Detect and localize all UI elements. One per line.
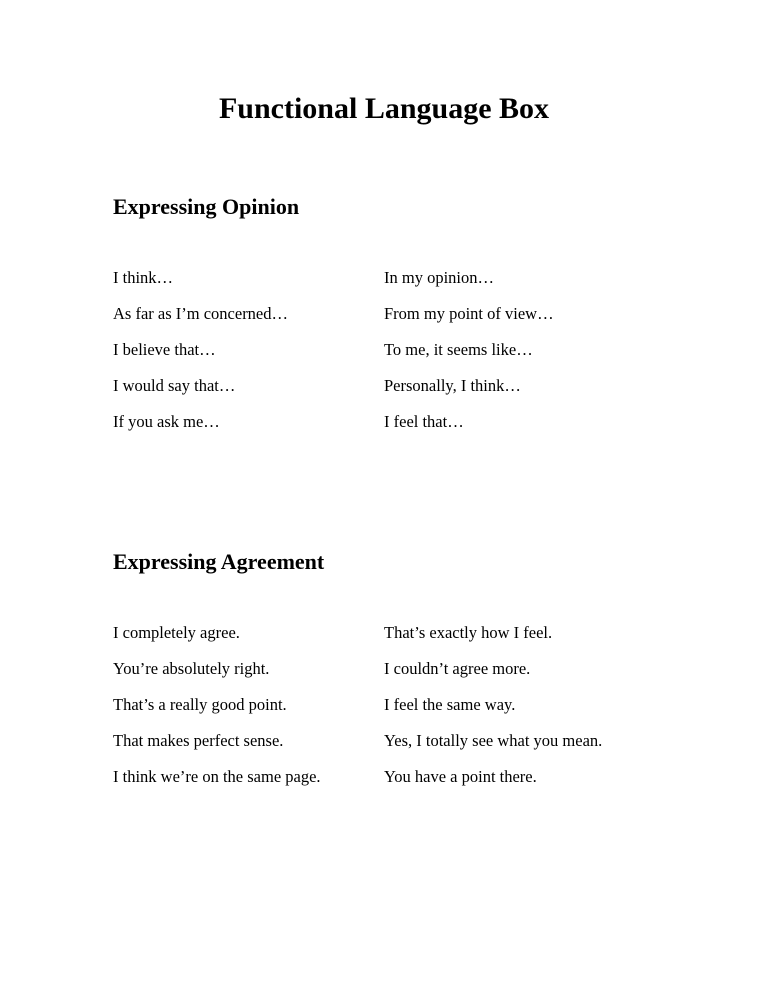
- phrase-row: [113, 375, 673, 411]
- phrase-right: You have a point there.: [384, 767, 537, 786]
- section-heading-opinion: Expressing Opinion: [113, 194, 300, 219]
- opinion-phrase-grid: [113, 267, 673, 447]
- phrase-left: That makes perfect sense.: [113, 731, 284, 750]
- phrase-left: I believe that…: [113, 340, 216, 359]
- phrase-right: I couldn’t agree more.: [384, 659, 531, 678]
- phrase-left: That’s a really good point.: [113, 695, 287, 714]
- phrase-row: [113, 411, 673, 447]
- phrase-right: That’s exactly how I feel.: [384, 623, 553, 642]
- phrase-left: You’re absolutely right.: [113, 659, 270, 678]
- phrase-row: [113, 622, 673, 658]
- phrase-right: Yes, I totally see what you mean.: [384, 731, 603, 750]
- phrase-row: [113, 766, 673, 802]
- phrase-left: I completely agree.: [113, 623, 240, 642]
- phrase-right: I feel that…: [384, 412, 464, 431]
- phrase-row: [113, 267, 673, 303]
- phrase-left: As far as I’m concerned…: [113, 304, 289, 323]
- phrase-row: [113, 303, 673, 339]
- phrase-row: [113, 730, 673, 766]
- phrase-left: I would say that…: [113, 376, 236, 395]
- phrase-left: I think…: [113, 268, 174, 287]
- phrase-row: [113, 694, 673, 730]
- phrase-right: From my point of view…: [384, 304, 554, 323]
- phrase-left: If you ask me…: [113, 412, 220, 431]
- phrase-right: Personally, I think…: [384, 376, 521, 395]
- phrase-left: I think we’re on the same page.: [113, 767, 321, 786]
- agreement-phrase-grid: [113, 622, 673, 802]
- document-title: Functional Language Box: [218, 92, 550, 125]
- phrase-row: [113, 339, 673, 375]
- phrase-right: I feel the same way.: [384, 695, 516, 714]
- section-heading-agreement: Expressing Agreement: [113, 549, 325, 574]
- phrase-right: In my opinion…: [384, 268, 494, 287]
- phrase-right: To me, it seems like…: [384, 340, 533, 359]
- phrase-row: [113, 658, 673, 694]
